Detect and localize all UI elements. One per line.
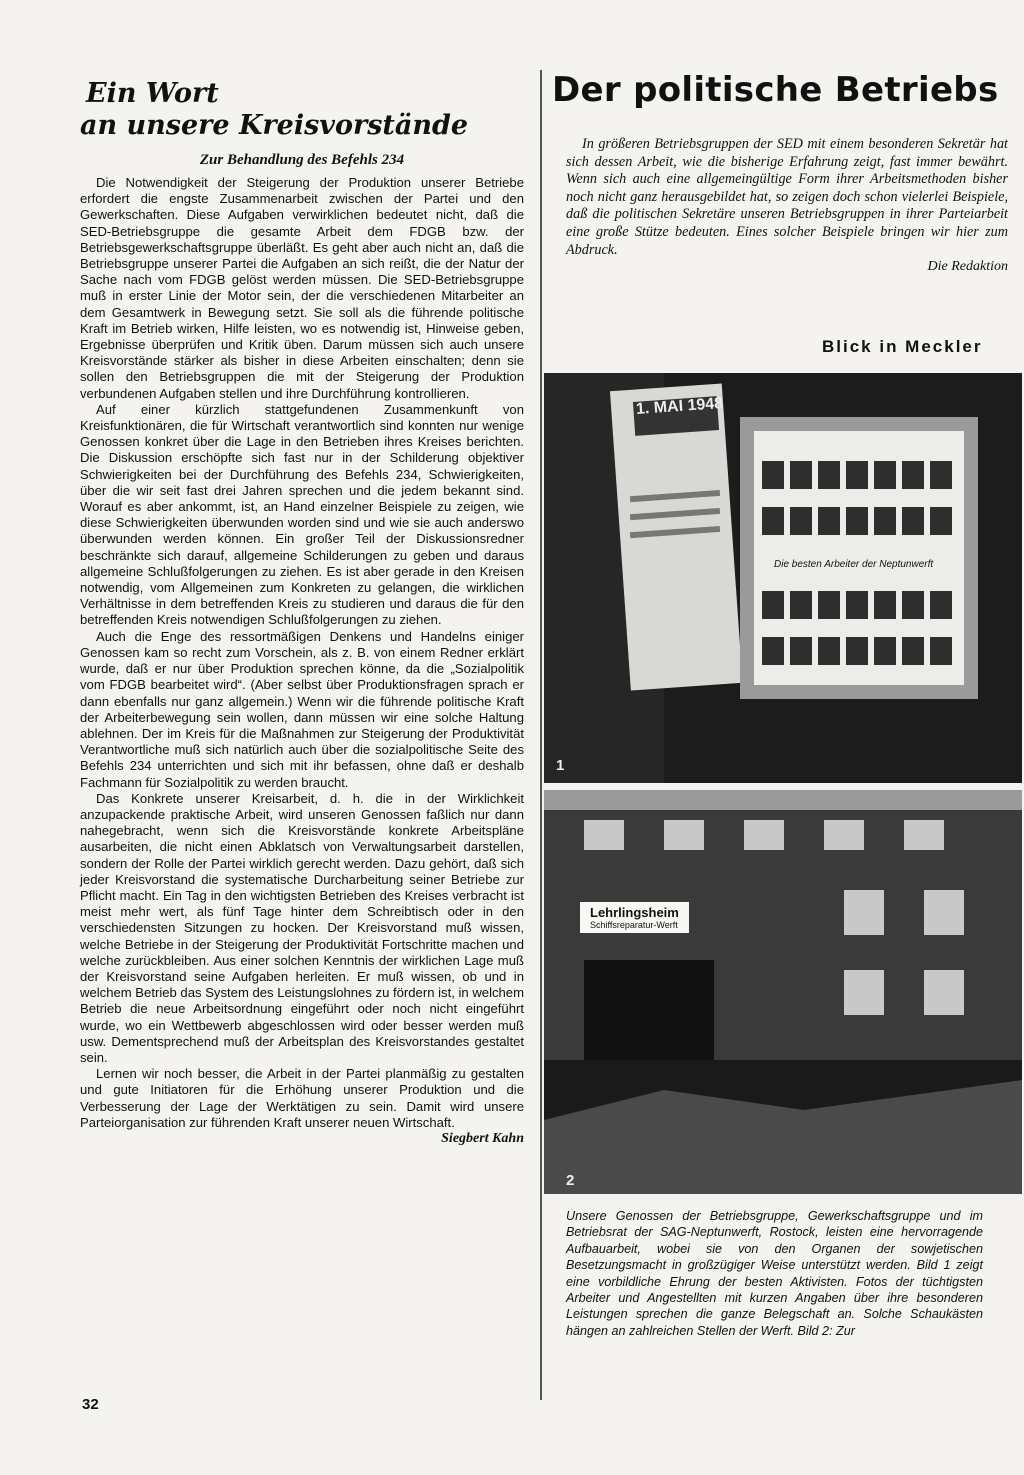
sign-line2: Schiffsreparatur-Werft: [590, 920, 678, 930]
article-subtitle: Zur Behandlung des Befehls 234: [199, 152, 405, 168]
article-paragraph-4: Das Konkrete unserer Kreisarbeit, d. h. die in der Wirklichkeit anzupackende praktische Arbeit, wird unseren Genossen faßlich nur dann nahegebracht, wenn sich die Kreisvorstände konkrete Arbeitspläne ausarbeiten, die nicht einen Abklatsch von Verwaltungsarbeit darstellen, sondern der Rolle der Partei wirklich gerecht werden. Dazu gehört, daß sich jeder Kreisvorstand die systematische Durcharbeitung seiner Betriebe zur Pflicht macht. Ein Tag in den wichtigsten Betrieben des Kreises verbracht ist meist mehr wert, als fünf Tage hinter dem Schreibtisch oder in den verschiedensten Sitzungen zu hocken. Der Kreisvorstand muß wissen, welche Betriebe in der Steigerung der Produktivität Fortschritte machen und welche zurückbleiben. Aus einer solchen Kenntnis der wirklichen Lage muß der Kreisvorstand seine Aufgaben herleiten. Er muß wissen, ob und in welchem Betrieb das System des Leistungslohnes zu fördern ist, in welchem Betrieb die neue Arbeitsordnung eingeführt oder noch nicht eingeführt wurde, wo ein Wettbewerb abgeschlossen wird oder besser werden muß usw. Dementsprechend muß der Arbeitsplan des Kreisvorstandes gestaltet sein.: [80, 790, 524, 1065]
photo-showcase: [544, 373, 1022, 783]
poster-date: 1. MAI 1948: [635, 394, 724, 419]
article-paragraph-5: Lernen wir noch besser, die Arbeit in der Partei planmäßig zu gestalten und gute Initiatoren für die Erhöhung unserer Produktion und die Verbesserung der Lage der Werktätigen zu sein. Damit wird unsere Parteiorganisation zur führenden Kraft unserer neuen Wirtschaft.: [80, 1066, 524, 1130]
photo-caption: Unsere Genossen der Betriebsgruppe, Gewerkschaftsgruppe und im Betriebsrat der SAG-Neptunwerft, Rostock, leisten eine hervorragende Aufbauarbeit, wobei sie von den Organen der sowjetischen Besetzungsmacht in großzügiger Weise unterstützt werden. Bild 1 zeigt eine vorbildliche Ehrung der besten Aktivisten. Fotos der tüchtigsten Arbeiter und Angestellten mit kurzen Angaben über ihre besonderen Leistungen sprechen die ganze Belegschaft an. Solche Schaukästen hängen an zahlreichen Stellen der Werft. Bild 2: Zur: [566, 1209, 983, 1338]
showcase-photo-art: [544, 373, 1022, 783]
building-photo-art: [544, 790, 1022, 1194]
photo2-number: 2: [566, 1172, 575, 1189]
right-headline: Der politische Betriebs: [552, 70, 999, 110]
editor-credit: Die Redaktion: [927, 259, 1008, 275]
article-paragraph-1: Die Notwendigkeit der Steigerung der Produktion unserer Betriebe erfordert die engste Zusammenarbeit zwischen der Partei und den Gewerkschaften. Diese Aufgaben verwirklichen bedeutet nicht, daß die SED-Betriebsgruppe die gesamte Arbeit dem FDGB bzw. der Betriebsgewerkschaftsgruppe überläßt. Es geht aber auch nicht an, daß die Betriebsgruppe unserer Partei die Aufgaben an sich reißt, die der Natur der Sache nach vom FDGB gelöst werden müssen. Die SED-Betriebsgruppe muß in erster Linie der Motor sein, der die verschiedenen Mitarbeiter an dem Gesamtwerk in Bewegung setzt. Sie soll als die führende politische Kraft im Betrieb wirken, Hilfe leisten, wo es notwendig ist, Hinweise geben, Ergebnisse überprüfen und Kritik üben. Darum müssen sich auch unsere Kreisvorstände stärker als bisher in diese Arbeiten einschalten; denn sie sollen den Betriebsgruppen die mit der Steigerung der Produktion verbundenen Aufgaben stellen und ihre Durchführung kontrollieren.: [80, 175, 524, 401]
article-author: Siegbert Kahn: [441, 1130, 524, 1146]
page-number: 32: [82, 1396, 99, 1413]
photo1-number: 1: [556, 757, 565, 774]
article-paragraph-3: Auch die Enge des ressortmäßigen Denkens und Handelns einiger Genossen kam so recht zum Vorschein, als z. B. von einem Redner erklärt wurde, daß er nur über Produktion sprechen könne, da die „Sozialpolitik vom FDGB bearbeitet wird“. (Aber selbst über Produktionsfragen sprach er dann ebenfalls nur ganz allgemein.) Wenn wir die führende politische Kraft der Arbeiterbewegung sein wollen, dann müssen wir eine solche Haltung ablehnen. Der im Kreis für die Maßnahmen zur Steigerung der Produktivität Verantwortliche muß sich natürlich auch über die sozialpolitische Seite des Befehls 234 unterrichten und sich mit ihr befassen, ohne daß er deshalb Fachmann für Sozialpolitik zu werden braucht.: [80, 628, 524, 790]
sign-line1: Lehrlingsheim: [590, 905, 679, 920]
article-paragraph-2: Auf einer kürzlich stattgefundenen Zusammenkunft von Kreisfunktionären, die für Wirtschaft verantwortlich sind konnten nur wenige Genossen konkret über die Lage in den Betrieben ihres Kreises berichten. Die Diskussion erschöpfte sich fast nur in der Schilderung objektiver Schwierigkeiten bei der Durchführung des Befehls 234, Schwierigkeiten, über die wir seit fast drei Jahren sprechen und die jedem bekannt sind. Worauf es aber ankommt, ist, an Hand einzelner Beispiele zu zeigen, wie diese Schwierigkeiten überwunden worden sind und wie sie auch anderswo überwunden werden können. Ein großer Teil der Diskussionsredner beschränkte sich darauf, allgemeine Schilderungen zu geben und daraus allgemeine Schlußfolgerungen zu ziehen. Es ist aber gerade in den Kreisen notwendig, vom Allgemeinen zum Konkreten zu gelangen, die wirklichen Verhältnisse in dem betreffenden Kreis zu studieren und daraus die für den betreffenden Kreis notwendigen Schlußfolgerungen zu ziehen.: [80, 401, 524, 628]
right-article: [552, 70, 1022, 275]
left-article: [80, 78, 524, 1147]
photo-building: [544, 790, 1022, 1194]
section-heading: Blick in Meckler: [822, 337, 983, 356]
article-title-line2: an unsere Kreisvorstände: [80, 110, 469, 141]
right-intro: In größeren Betriebsgruppen der SED mit einem besonderen Sekretär hat sich dessen Arbeit, wie die bisherige Erfahrung zeigt, fast immer bewährt. Wenn sich auch eine allgemeingültige Form ihrer Arbeitsmethoden bisher noch nicht ganz herausgebildet hat, so zeigen doch schon vielerlei Beispiele, daß die politischen Sekretäre unseren Betriebsgruppen in ihrer Parteiarbeit eine große Stütze bedeuten. Eines solcher Beispiele bringen wir hier zum Abdruck.: [566, 136, 1008, 258]
article-title-line1: Ein Wort: [86, 78, 219, 109]
showcase-board-label: Die besten Arbeiter der Neptunwerft: [774, 559, 934, 570]
column-divider: [540, 70, 542, 1400]
building-sign: [580, 902, 689, 933]
